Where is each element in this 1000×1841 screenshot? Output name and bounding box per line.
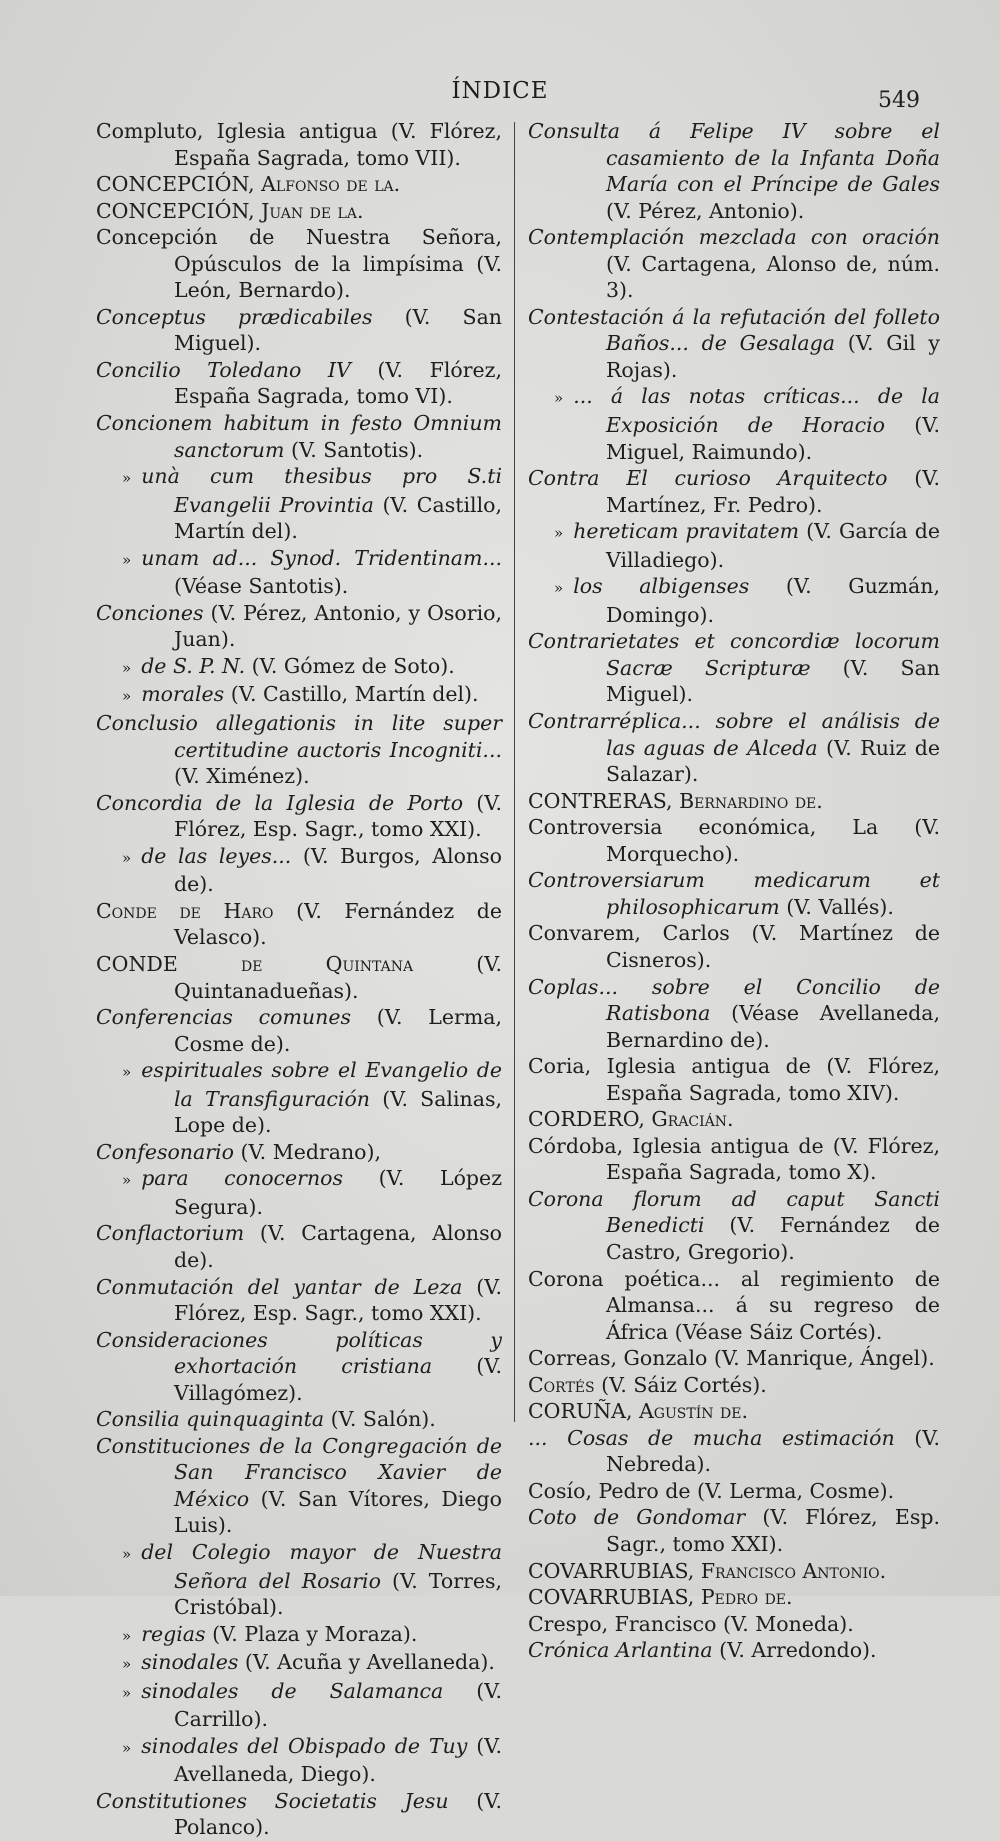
- index-entry-text: Gracián.: [651, 1107, 734, 1132]
- index-entry-text: Correas, Gonzalo (V. Manrique, Ángel).: [528, 1346, 935, 1371]
- index-entry-text: Cosío, Pedro de (V. Lerma, Cosme).: [528, 1478, 895, 1503]
- index-entry: [528, 118, 940, 224]
- index-entry: [96, 1621, 502, 1650]
- index-entry-text: Consulta á Felipe IV sobre el casamiento de la Infanta Doña María con el Príncipe de Gales: [528, 119, 940, 197]
- index-entry-text: los albigenses: [573, 574, 750, 599]
- index-entry-text: unam ad... Synod. Tridentinam...: [141, 545, 502, 570]
- index-entry-text: Coto de Gondomar: [528, 1505, 746, 1530]
- index-entry-text: (V. Flórez, Esp. Sagr., tomo XXI).: [174, 790, 502, 842]
- index-entry-text: Alfonso de la.: [261, 172, 401, 197]
- index-entry-text: Contemplación mezclada con oración: [528, 225, 940, 250]
- index-entry-text: (V. Polanco).: [174, 1788, 502, 1840]
- index-entry-text: Contra El curioso Arquitecto: [528, 466, 888, 491]
- index-entry-text: Controversiarum medicarum et philosophicarum: [528, 868, 940, 919]
- index-entry: [528, 708, 940, 788]
- ditto-mark: »: [122, 687, 132, 706]
- index-entry-text: Contrarréplica... sobre el análisis de las aguas de Alceda: [528, 709, 940, 760]
- index-entry-text: (V. García de Villadiego).: [606, 519, 940, 572]
- index-entry: [96, 790, 502, 843]
- index-entry-text: Conferencias comunes: [96, 1005, 351, 1030]
- index-entry-text: unà cum thesibus pro S.ti Evangelii Provintia: [141, 464, 502, 517]
- index-entry: [96, 1139, 502, 1166]
- index-entry-text: Pedro de.: [700, 1585, 793, 1610]
- index-entry-text: (V. Burgos, Alonso de).: [174, 843, 502, 897]
- index-entry-text: Corona poética... al regimiento de Almansa... á su regreso de África (Véase Sáiz Cortés).: [528, 1266, 940, 1344]
- running-header: ÍNDICE: [451, 78, 549, 104]
- index-entry: [528, 1266, 940, 1346]
- index-entry: [96, 304, 502, 357]
- index-entry-text: de las leyes...: [141, 843, 292, 868]
- index-entry: [528, 814, 940, 867]
- index-entry: [528, 383, 940, 465]
- index-entry: [528, 1558, 940, 1585]
- index-entry: [528, 1637, 940, 1664]
- index-entry-text: (V. Martínez, Fr. Pedro).: [606, 466, 940, 517]
- index-entry: [96, 1678, 502, 1733]
- index-entry-text: Crónica Arlantina: [528, 1638, 713, 1663]
- index-entry-text: Conclusio allegationis in lite super certitudine auctoris Incogniti...: [96, 711, 502, 762]
- index-entry: [528, 920, 940, 973]
- index-entry-text: (V. Fernández de Velasco).: [174, 898, 502, 950]
- index-entry: [96, 653, 502, 682]
- index-entry: [528, 867, 940, 920]
- index-entry-text: Conflactorium: [96, 1221, 245, 1246]
- index-entry-text: para conocernos: [141, 1166, 344, 1191]
- index-entry: [96, 951, 502, 1004]
- ditto-mark: »: [554, 389, 564, 408]
- index-entry-text: sinodales: [141, 1650, 239, 1675]
- index-entry: [96, 410, 502, 463]
- index-entry: [96, 545, 502, 600]
- index-entry-text: Constitutiones Societatis Jesu: [96, 1788, 449, 1813]
- index-entry-text: Constituciones de la Congregación de San Francisco Xavier de México: [96, 1433, 502, 1511]
- ditto-mark: »: [122, 1626, 132, 1645]
- index-entry-text: (V. San Miguel).: [606, 655, 940, 707]
- index-entry: [96, 118, 502, 171]
- index-column-right: [528, 118, 940, 1664]
- index-entry: [528, 573, 940, 628]
- index-entry: [528, 974, 940, 1054]
- index-entry-text: Conmutación del yantar de Leza: [96, 1274, 463, 1299]
- index-entry-text: Concepción de Nuestra Señora, Opúsculos de la limpísima (V. León, Bernardo).: [96, 225, 502, 303]
- index-entry: [96, 1327, 502, 1407]
- index-entry-text: morales: [141, 682, 225, 707]
- index-entry-text: (Véase Santotis).: [174, 574, 349, 599]
- ditto-mark: »: [122, 1063, 132, 1082]
- index-entry-text: (V. Arredondo).: [712, 1638, 877, 1663]
- index-entry: [96, 600, 502, 653]
- index-entry-text: Consilia quinquaginta: [96, 1407, 325, 1432]
- index-entry-text: (V. Torres, Cristóbal).: [174, 1568, 502, 1620]
- index-entry: [96, 1057, 502, 1139]
- index-entry-text: (V. Sáiz Cortés).: [594, 1372, 767, 1397]
- index-entry-text: Contestación á la refutación del folleto Baños... de Gesalaga: [528, 304, 940, 356]
- ditto-mark: »: [122, 550, 132, 569]
- index-entry: [528, 1372, 940, 1399]
- ditto-mark: »: [122, 1544, 132, 1563]
- index-entry-text: (V. Salinas, Lope de).: [174, 1086, 502, 1138]
- index-entry: [96, 1733, 502, 1788]
- index-entry: [96, 1433, 502, 1539]
- index-entry-text: (V. Ximénez).: [174, 764, 310, 789]
- index-entry-text: de S. P. N.: [141, 653, 246, 678]
- index-entry-text: ... Cosas de mucha estimación: [528, 1425, 895, 1450]
- index-entry-text: CONDE: [96, 951, 242, 976]
- index-entry: [528, 1584, 940, 1611]
- index-entry-text: Concilio Toledano IV: [96, 357, 351, 382]
- index-entry-text: (V. Flórez, España Sagrada, tomo VI).: [174, 357, 502, 409]
- index-entry-text: Consideraciones políticas y exhortación cristiana: [96, 1327, 502, 1379]
- index-entry: [96, 1220, 502, 1273]
- index-entry-text: Francisco Antonio.: [700, 1558, 887, 1583]
- index-entry-text: Compluto, Iglesia antigua (V. Flórez, España Sagrada, tomo VII).: [96, 119, 502, 170]
- index-entry-text: (V. Nebreda).: [606, 1425, 940, 1477]
- index-entry-text: (V. Avellaneda, Diego).: [174, 1733, 502, 1787]
- index-entry-text: (V. San Vítores, Diego Luis).: [174, 1486, 502, 1538]
- index-column-left: [96, 118, 502, 1841]
- index-entry: [96, 681, 502, 710]
- index-entry-text: (V. López Segura).: [174, 1166, 502, 1219]
- index-entry: [528, 304, 940, 384]
- index-entry: [528, 224, 940, 304]
- index-entry: [96, 1165, 502, 1220]
- index-entry: [96, 710, 502, 790]
- index-entry-text: (V. Gil y Rojas).: [606, 331, 941, 382]
- index-entry-text: CONCEPCIÓN,: [96, 198, 262, 223]
- index-entry-text: (V. Plaza y Moraza).: [205, 1621, 418, 1646]
- index-entry-text: Juan de la.: [261, 198, 364, 223]
- index-entry: [528, 1053, 940, 1106]
- index-entry-text: (V. Castillo, Martín del).: [224, 682, 479, 707]
- index-entry-text: hereticam pravitatem: [573, 519, 800, 544]
- index-entry: [96, 463, 502, 545]
- index-entry-text: del Colegio mayor de Nuestra Señora del Rosario: [141, 1539, 502, 1593]
- index-entry: [96, 171, 502, 198]
- index-entry: [528, 465, 940, 518]
- index-entry-text: (V. Pérez, Antonio).: [606, 198, 805, 223]
- index-entry: [528, 1504, 940, 1557]
- index-entry-text: (V. Salón).: [324, 1407, 436, 1432]
- index-entry-text: (V. Santotis).: [284, 437, 424, 462]
- index-entry: [96, 198, 502, 225]
- index-entry: [96, 1649, 502, 1678]
- index-entry: [528, 518, 940, 573]
- index-entry-text: (V. Ruiz de Salazar).: [606, 735, 940, 787]
- index-entry-text: ... á las notas críticas... de la Exposición de Horacio: [573, 384, 940, 438]
- index-entry-text: (V. Flórez, Esp. Sagr., tomo XXI).: [174, 1274, 502, 1326]
- index-entry: [96, 1406, 502, 1433]
- ditto-mark: »: [122, 1683, 132, 1702]
- index-entry: [528, 1425, 940, 1478]
- index-entry-text: (V. Acuña y Avellaneda).: [238, 1650, 495, 1675]
- index-entry-text: (Véase Avellaneda, Bernardino de).: [606, 1001, 940, 1052]
- index-entry-text: Agustín de.: [638, 1399, 748, 1424]
- index-entry: [96, 898, 502, 951]
- index-entry-text: (V. Cartagena, Alonso de, núm. 3).: [606, 251, 940, 303]
- index-entry-text: (V. Lerma, Cosme de).: [174, 1005, 502, 1056]
- index-entry-text: Convarem, Carlos (V. Martínez de Cisneros).: [528, 921, 940, 972]
- ditto-mark: »: [122, 1655, 132, 1674]
- ditto-mark: »: [122, 658, 132, 677]
- index-entry-text: sinodales de Salamanca: [141, 1678, 444, 1703]
- index-entry: [528, 1106, 940, 1133]
- ditto-mark: »: [122, 1738, 132, 1757]
- index-entry: [96, 1004, 502, 1057]
- index-entry-text: (V. Guzmán, Domingo).: [606, 574, 940, 627]
- index-entry-text: Córdoba, Iglesia antigua de (V. Flórez, España Sagrada, tomo X).: [528, 1133, 940, 1185]
- index-entry: [528, 1186, 940, 1266]
- index-entry-text: (V. Carrillo).: [174, 1678, 502, 1732]
- index-entry: [96, 224, 502, 304]
- index-entry-text: Conceptus prædicabiles: [96, 304, 373, 329]
- index-entry-text: COVARRUBIAS,: [528, 1558, 701, 1583]
- index-entry-text: Corona florum ad caput Sancti Benedicti: [528, 1186, 940, 1238]
- column-divider: [514, 122, 515, 1422]
- index-entry-text: CONCEPCIÓN,: [96, 172, 262, 197]
- index-entry-text: (V. Miguel, Raimundo).: [606, 413, 940, 464]
- index-entry: [528, 788, 940, 815]
- index-entry-text: Crespo, Francisco (V. Moneda).: [528, 1611, 854, 1636]
- ditto-mark: »: [554, 579, 564, 598]
- index-entry-text: (V. Pérez, Antonio, y Osorio, Juan).: [174, 600, 502, 652]
- index-entry-text: (V. Gómez de Soto).: [245, 653, 455, 678]
- index-entry: [528, 1345, 940, 1372]
- ditto-mark: »: [122, 848, 132, 867]
- index-entry: [96, 843, 502, 898]
- index-entry-text: CONTRERAS,: [528, 788, 680, 813]
- index-entry-text: (V. San Miguel).: [174, 304, 502, 356]
- index-entry-text: (V. Castillo, Martín del).: [174, 492, 502, 544]
- index-entry-text: Conciones: [96, 600, 204, 625]
- index-entry-text: Concionem habitum in festo Omnium sanctorum: [96, 411, 502, 462]
- index-entry-text: (V. Flórez, Esp. Sagr., tomo XXI).: [606, 1505, 941, 1556]
- index-entry-text: (V. Fernández de Castro, Gregorio).: [606, 1213, 940, 1264]
- index-entry: [96, 1539, 502, 1621]
- index-entry-text: sinodales del Obispado de Tuy: [141, 1733, 468, 1758]
- index-entry: [528, 1611, 940, 1638]
- index-entry: [528, 1478, 940, 1505]
- ditto-mark: »: [554, 524, 564, 543]
- index-entry-text: regias: [141, 1621, 206, 1646]
- index-entry: [528, 1398, 940, 1425]
- index-entry-text: CORDERO,: [528, 1107, 652, 1132]
- index-entry: [528, 628, 940, 708]
- index-entry-text: (V. Vallés).: [779, 894, 894, 919]
- index-entry-text: Cortés: [528, 1372, 595, 1397]
- index-entry-text: Concordia de la Iglesia de Porto: [96, 790, 464, 815]
- index-entry-text: (V. Villagómez).: [174, 1354, 502, 1405]
- index-entry-text: espirituales sobre el Evangelio de la Transfiguración: [141, 1058, 502, 1111]
- ditto-mark: »: [122, 1171, 132, 1190]
- index-entry-text: CORUÑA,: [528, 1399, 639, 1424]
- index-entry: [96, 1274, 502, 1327]
- index-entry-text: de Quintana: [241, 951, 414, 976]
- index-entry-text: COVARRUBIAS,: [528, 1585, 701, 1610]
- index-entry-text: Confesonario: [96, 1139, 234, 1164]
- index-entry: [96, 357, 502, 410]
- ditto-mark: »: [122, 469, 132, 488]
- index-entry-text: Conde de Haro: [96, 898, 274, 923]
- page-number: 549: [878, 88, 920, 113]
- index-entry-text: Controversia económica, La (V. Morquecho).: [528, 815, 940, 866]
- index-entry: [528, 1133, 940, 1186]
- index-entry-text: (V. Cartagena, Alonso de).: [174, 1221, 502, 1272]
- index-entry-text: (V. Quintanadueñas).: [174, 951, 502, 1003]
- index-entry-text: Bernardino de.: [679, 788, 823, 813]
- index-entry-text: Contrarietates et concordiæ locorum Sacræ Scripturæ: [528, 629, 940, 680]
- index-entry: [96, 1788, 502, 1841]
- index-entry-text: (V. Medrano),: [233, 1139, 382, 1164]
- index-entry-text: Coplas... sobre el Concilio de Ratisbona: [528, 974, 940, 1026]
- index-entry-text: Coria, Iglesia antigua de (V. Flórez, España Sagrada, tomo XIV).: [528, 1054, 940, 1105]
